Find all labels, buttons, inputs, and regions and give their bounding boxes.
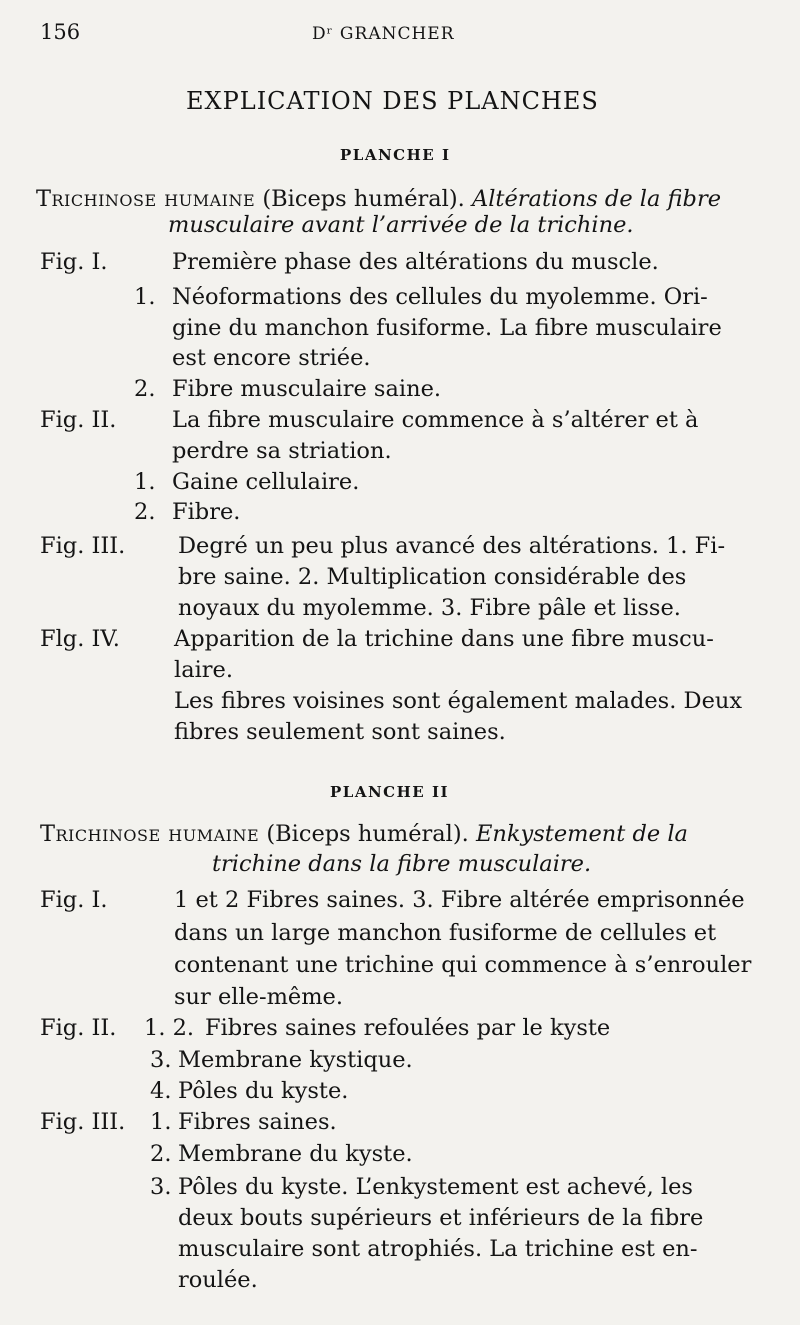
fig-label: Flg. IV. [40,626,120,652]
item-line: Fibre. [172,499,241,525]
item-line: Fibre musculaire saine. [172,376,442,402]
item-line: Gaine cellulaire. [172,469,360,495]
fig-label: Fig. II. [40,407,117,433]
fig-line: contenant une trichine qui commence à s’enrouler [174,952,752,978]
item-number: 3. [150,1174,172,1200]
fig-label: Fig. III. [40,533,126,559]
item-number: 4. [150,1078,172,1104]
plate-2-subject: Trichinose humaine [40,821,260,847]
fig-line: fibres seulement sont saines. [174,719,506,745]
plate-2-desc-line-1: Enkystement de la [475,821,688,847]
item-number: 2. [134,376,156,402]
item-number: 3. [150,1047,172,1073]
plate-2-desc-line-2-wrap [212,849,591,879]
item-number: 1. [134,284,156,310]
fig-line: noyaux du myolemme. 3. Fibre pâle et lisse. [178,595,681,621]
plate-1-desc-line-2-wrap [168,210,634,240]
item-line: Fibres saines. [178,1109,337,1135]
plate-heading-1: PLANCHE I [340,146,451,164]
item-number: 2. [134,499,156,525]
fig-label: Fig. I. [40,249,108,275]
plate-1-subject-paren: (Biceps huméral). [262,186,465,212]
plate-1-subject: Trichinose humaine [36,186,256,212]
plate-2-subject-line [40,819,688,849]
fig-label: Fig. II. [40,1015,117,1041]
plate-1-desc-line-1: Altérations de la fibre [471,186,722,212]
fig-line: dans un large manchon fusiforme de cellules et [174,920,717,946]
page-title: EXPLICATION DES PLANCHES [186,87,599,115]
item-line: musculaire sont atrophiés. La trichine est en- [178,1236,698,1262]
item-line: deux bouts supérieurs et inférieurs de la fibre [178,1205,704,1231]
fig-line: La fibre musculaire commence à s’altérer et à [172,407,699,433]
item-line: gine du manchon fusiforme. La fibre musculaire [172,315,722,341]
plate-1-desc-line-2: musculaire avant l’arrivée de la trichine. [168,212,634,238]
item-number: 1. [150,1109,172,1135]
fig-text: Première phase des altérations du muscle. [172,249,659,275]
item-line: Membrane du kyste. [178,1141,413,1167]
item-number: 2. [150,1141,172,1167]
item-line: Pôles du kyste. L’enkystement est achevé, les [178,1174,693,1200]
item-line: est encore striée. [172,345,371,371]
fig-line: Degré un peu plus avancé des altérations. 1. Fi- [178,533,726,559]
item-line: Membrane kystique. [178,1047,413,1073]
fig-line: Apparition de la trichine dans une fibre muscu- [174,626,714,652]
fig-label: Fig. III. [40,1109,126,1135]
page-number: 156 [40,20,81,44]
item-line: Fibres saines refoulées par le kyste [205,1015,611,1041]
item-line: roulée. [178,1267,258,1293]
plate-heading-2: PLANCHE II [330,783,449,801]
item-number: 1. 2. [144,1015,195,1041]
fig-line: sur elle-même. [174,984,344,1010]
fig-line: bre saine. 2. Multiplication considérable des [178,564,687,590]
fig-line: perdre sa striation. [172,438,392,464]
fig-line: 1 et 2 Fibres saines. 3. Fibre altérée emprisonnée [174,887,745,913]
plate-2-subject-paren: (Biceps huméral). [266,821,469,847]
item-line: Néoformations des cellules du myolemme. Ori- [172,284,708,310]
fig-line: Les fibres voisines sont également malades. Deux [174,688,743,714]
plate-2-desc-line-2: trichine dans la fibre musculaire. [212,851,592,877]
item-line: Pôles du kyste. [178,1078,349,1104]
fig-line: laire. [174,657,234,683]
running-title: Dʳ GRANCHER [312,24,455,44]
fig-label: Fig. I. [40,887,108,913]
item-number: 1. [134,469,156,495]
